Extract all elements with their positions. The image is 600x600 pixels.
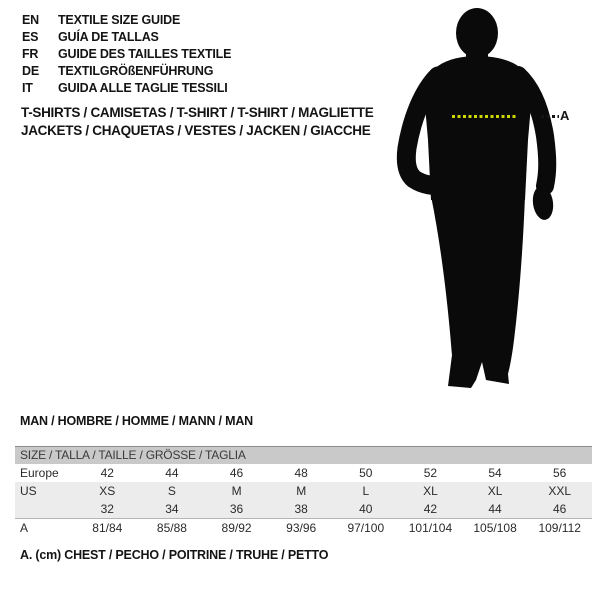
silhouette-legs bbox=[431, 196, 525, 388]
cell: M bbox=[296, 484, 307, 498]
language-row-en bbox=[22, 12, 231, 29]
language-row-es bbox=[22, 29, 231, 46]
table-row-chest-a bbox=[15, 518, 592, 537]
cell: 42 bbox=[423, 502, 438, 516]
cell: 42 bbox=[100, 466, 114, 480]
man-silhouette bbox=[395, 5, 570, 391]
cell: 85/88 bbox=[156, 521, 187, 535]
cell: M bbox=[231, 484, 242, 498]
language-text: TEXTILE SIZE GUIDE bbox=[58, 13, 181, 27]
cell: XL bbox=[423, 484, 438, 498]
language-text: TEXTILGRÖßENFÜHRUNG bbox=[58, 64, 214, 78]
section-title-man: MAN / HOMBRE / HOMME / MANN / MAN bbox=[20, 414, 253, 428]
cell: XXL bbox=[548, 484, 572, 498]
size-table-header: SIZE / TALLA / TAILLE / GRÖSSE / TAGLIA bbox=[15, 446, 592, 464]
table-row-us bbox=[15, 482, 592, 500]
language-text: GUÍA DE TALLAS bbox=[58, 30, 159, 44]
cell: 34 bbox=[165, 502, 179, 516]
table-row-europe bbox=[15, 464, 592, 482]
cell: 44 bbox=[165, 466, 179, 480]
measurement-leader-line bbox=[541, 115, 559, 118]
cell: 50 bbox=[359, 466, 373, 480]
cell: S bbox=[167, 484, 176, 498]
row-label: US bbox=[20, 484, 37, 498]
language-text: GUIDA ALLE TAGLIE TESSILI bbox=[58, 81, 228, 95]
cell: 97/100 bbox=[347, 521, 385, 535]
cell: 36 bbox=[229, 502, 244, 516]
cell: 32 bbox=[100, 502, 114, 516]
language-code: IT bbox=[22, 81, 33, 95]
cell: 46 bbox=[553, 502, 567, 516]
cell: 81/84 bbox=[92, 521, 123, 535]
cell: 48 bbox=[294, 466, 308, 480]
language-row-fr bbox=[22, 46, 231, 63]
product-category-lines bbox=[21, 104, 373, 140]
cell: 56 bbox=[553, 466, 567, 480]
cell: 46 bbox=[229, 466, 244, 480]
row-label: A bbox=[20, 521, 29, 535]
cell: 101/104 bbox=[408, 521, 453, 535]
cell: 52 bbox=[423, 466, 438, 480]
measurement-a-label: A bbox=[560, 108, 570, 123]
cell: 40 bbox=[359, 502, 373, 516]
language-row-de bbox=[22, 63, 231, 80]
cell: 109/112 bbox=[538, 521, 581, 535]
language-row-it bbox=[22, 80, 231, 97]
table-row-uk bbox=[15, 500, 592, 518]
language-code: FR bbox=[22, 47, 39, 61]
language-text: GUIDE DES TAILLES TEXTILE bbox=[58, 47, 232, 61]
size-table bbox=[15, 446, 592, 537]
footnote-chest-legend: A. (cm) CHEST / PECHO / POITRINE / TRUHE / PETTO bbox=[20, 548, 329, 562]
language-code: EN bbox=[22, 13, 39, 27]
language-list bbox=[22, 12, 231, 97]
language-code: ES bbox=[22, 30, 39, 44]
cell: L bbox=[362, 484, 370, 498]
cell: 105/108 bbox=[473, 521, 517, 535]
cell: 54 bbox=[488, 466, 502, 480]
product-line-tshirts: T-SHIRTS / CAMISETAS / T-SHIRT / T-SHIRT / MAGLIETTE bbox=[21, 105, 374, 120]
chest-measurement-line bbox=[452, 115, 518, 118]
row-label: Europe bbox=[20, 466, 59, 480]
cell: XS bbox=[99, 484, 116, 498]
cell: 89/92 bbox=[221, 521, 252, 535]
cell: 38 bbox=[294, 502, 308, 516]
cell: XL bbox=[487, 484, 503, 498]
cell: 93/96 bbox=[286, 521, 317, 535]
product-line-jackets: JACKETS / CHAQUETAS / VESTES / JACKEN / GIACCHE bbox=[21, 123, 371, 138]
cell: 44 bbox=[488, 502, 502, 516]
language-code: DE bbox=[22, 64, 39, 78]
